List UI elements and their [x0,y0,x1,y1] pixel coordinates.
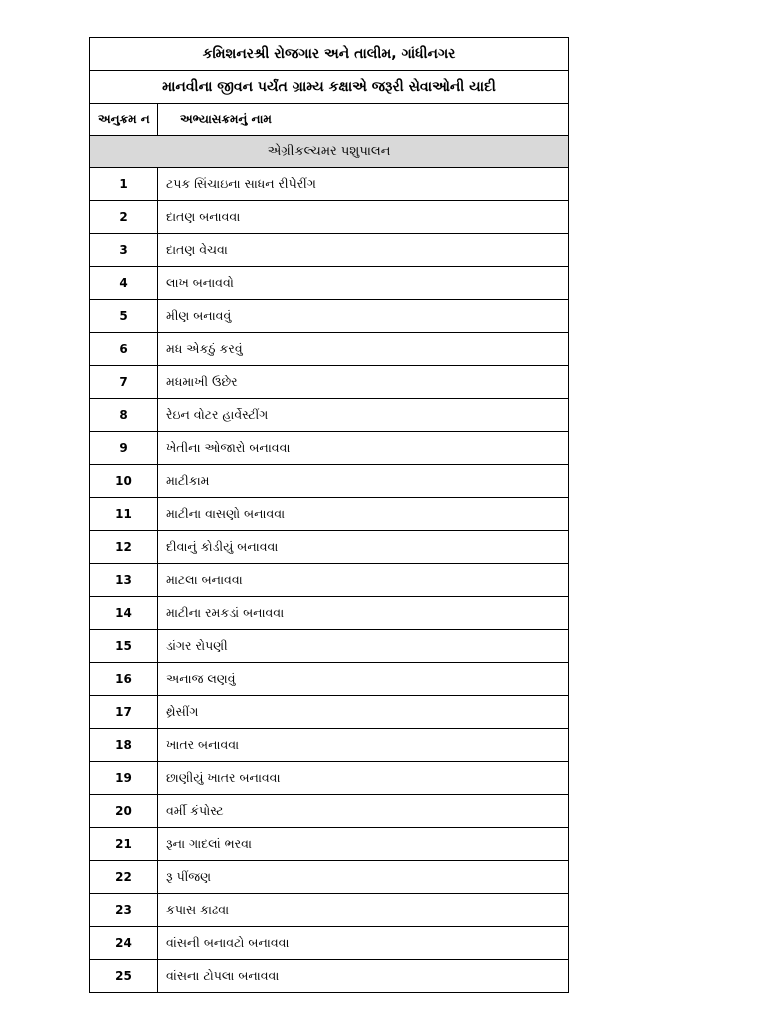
course-name: રૂ પીંજણ [158,861,569,894]
course-name: દાતણ બનાવવા [158,201,569,234]
row-number: 21 [90,828,158,861]
course-name: ટપક સિંચાઇના સાધન રીપેરીંગ [158,168,569,201]
title-row-2 [90,71,569,104]
row-number: 19 [90,762,158,795]
table-row [90,300,569,333]
course-name: ખેતીના ઓજારો બનાવવા [158,432,569,465]
table-row [90,861,569,894]
table-row [90,498,569,531]
table-row [90,828,569,861]
row-number: 20 [90,795,158,828]
row-number: 12 [90,531,158,564]
row-number: 9 [90,432,158,465]
course-name: માટીના વાસણો બનાવવા [158,498,569,531]
course-name: દાતણ વેચવા [158,234,569,267]
table-body [90,38,569,993]
title-row-1 [90,38,569,71]
table-row [90,432,569,465]
course-name: રૂના ગાદલાં ભરવા [158,828,569,861]
table-row [90,333,569,366]
column-header-row [90,104,569,136]
table-row [90,399,569,432]
table-row [90,201,569,234]
table-row [90,597,569,630]
row-number: 22 [90,861,158,894]
table-row [90,762,569,795]
course-name: વર્મી કંપોસ્ટ [158,795,569,828]
table-row [90,366,569,399]
course-name: ખાતર બનાવવા [158,729,569,762]
course-name: મીણ બનાવવું [158,300,569,333]
table-row [90,663,569,696]
row-number: 5 [90,300,158,333]
row-number: 13 [90,564,158,597]
row-number: 25 [90,960,158,993]
document-title: કમિશનરશ્રી રોજગાર અને તાલીમ, ગાંધીનગર [90,38,569,71]
row-number: 2 [90,201,158,234]
row-number: 23 [90,894,158,927]
row-number: 4 [90,267,158,300]
column-header-number: અનુક્રમ ન [90,104,158,136]
document-subtitle: માનવીના જીવન પર્યંત ગ્રામ્ય કક્ષાએ જરૂરી સેવાઓની યાદી [90,71,569,104]
table-row [90,927,569,960]
course-name: અનાજ લણવું [158,663,569,696]
row-number: 14 [90,597,158,630]
course-name: લાખ બનાવવો [158,267,569,300]
course-name: માટલા બનાવવા [158,564,569,597]
row-number: 11 [90,498,158,531]
course-name: માટીકામ [158,465,569,498]
column-header-name: અભ્યાસક્રમનું નામ [158,104,569,136]
table-row [90,564,569,597]
row-number: 1 [90,168,158,201]
category-label: એગ્રીકલ્ચમર પશુપાલન [90,136,569,168]
row-number: 10 [90,465,158,498]
table-row [90,267,569,300]
course-name: ડાંગર રોપણી [158,630,569,663]
course-name: વાંસની બનાવટો બનાવવા [158,927,569,960]
row-number: 3 [90,234,158,267]
course-name: વાંસના ટોપલા બનાવવા [158,960,569,993]
table-row [90,234,569,267]
course-name: રેઇન વોટર હાર્વેસ્ટીંગ [158,399,569,432]
table-row [90,960,569,993]
course-name: મધમાખી ઉછેર [158,366,569,399]
course-name: છાણીયું ખાતર બનાવવા [158,762,569,795]
table-row [90,531,569,564]
row-number: 7 [90,366,158,399]
course-name: થ્રેસીંગ [158,696,569,729]
table-row [90,729,569,762]
row-number: 8 [90,399,158,432]
category-row [90,136,569,168]
table-row [90,168,569,201]
table-row [90,465,569,498]
table-row [90,894,569,927]
services-table [89,37,569,993]
table-row [90,795,569,828]
row-number: 16 [90,663,158,696]
course-name: કપાસ કાઢવા [158,894,569,927]
table-row [90,696,569,729]
table-row [90,630,569,663]
row-number: 17 [90,696,158,729]
course-name: મધ એકઠું કરવું [158,333,569,366]
row-number: 15 [90,630,158,663]
row-number: 6 [90,333,158,366]
row-number: 24 [90,927,158,960]
course-name: દીવાનું કોડીયું બનાવવા [158,531,569,564]
course-name: માટીના રમકડાં બનાવવા [158,597,569,630]
row-number: 18 [90,729,158,762]
